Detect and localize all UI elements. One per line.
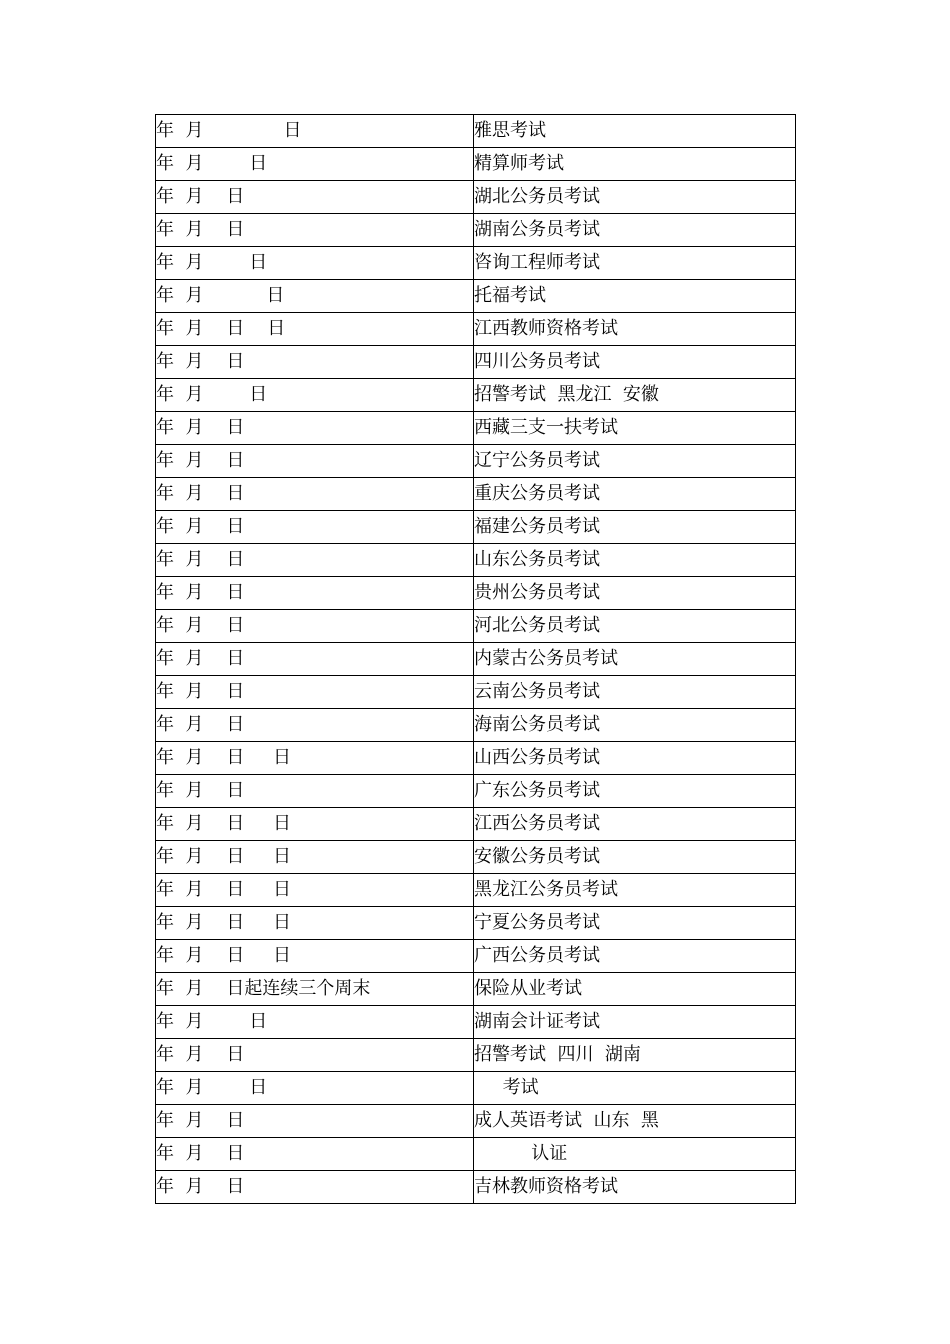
date-cell: 年 月 日 — [156, 445, 474, 478]
date-cell: 年 月 日 — [156, 577, 474, 610]
date-cell: 年 月 日起连续三个周末 — [156, 973, 474, 1006]
date-cell: 年 月 日 — [156, 214, 474, 247]
exam-cell: 湖北公务员考试 — [474, 181, 796, 214]
exam-cell: 辽宁公务员考试 — [474, 445, 796, 478]
table-row — [156, 379, 796, 412]
date-cell: 年 月 日 日 — [156, 874, 474, 907]
table-row — [156, 346, 796, 379]
date-cell: 年 月 日 — [156, 1039, 474, 1072]
exam-cell: 山东公务员考试 — [474, 544, 796, 577]
table-row — [156, 1039, 796, 1072]
table-row — [156, 808, 796, 841]
table-row — [156, 511, 796, 544]
table-row — [156, 940, 796, 973]
exam-cell: 江西公务员考试 — [474, 808, 796, 841]
table-row — [156, 445, 796, 478]
table-row — [156, 577, 796, 610]
exam-cell: 贵州公务员考试 — [474, 577, 796, 610]
date-cell: 年 月 日 — [156, 610, 474, 643]
exam-cell: 考试 — [474, 1072, 796, 1105]
exam-cell: 江西教师资格考试 — [474, 313, 796, 346]
exam-cell: 广东公务员考试 — [474, 775, 796, 808]
table-row — [156, 1171, 796, 1204]
date-cell: 年 月 日 — [156, 1138, 474, 1171]
table-row — [156, 676, 796, 709]
table-row — [156, 247, 796, 280]
exam-cell: 黑龙江公务员考试 — [474, 874, 796, 907]
table-row — [156, 148, 796, 181]
date-cell: 年 月 日 日 — [156, 841, 474, 874]
exam-cell: 湖南会计证考试 — [474, 1006, 796, 1039]
exam-cell: 精算师考试 — [474, 148, 796, 181]
exam-cell: 雅思考试 — [474, 115, 796, 148]
exam-cell: 认证 — [474, 1138, 796, 1171]
table-row — [156, 841, 796, 874]
date-cell: 年 月 日 — [156, 1105, 474, 1138]
table-row — [156, 1006, 796, 1039]
table-row — [156, 874, 796, 907]
date-cell: 年 月 日 — [156, 709, 474, 742]
date-cell: 年 月 日 — [156, 148, 474, 181]
exam-cell: 云南公务员考试 — [474, 676, 796, 709]
table-row — [156, 280, 796, 313]
exam-cell: 成人英语考试 山东 黑 — [474, 1105, 796, 1138]
table-row — [156, 742, 796, 775]
exam-cell: 重庆公务员考试 — [474, 478, 796, 511]
table-row — [156, 1072, 796, 1105]
exam-cell: 湖南公务员考试 — [474, 214, 796, 247]
table-row — [156, 478, 796, 511]
exam-cell: 吉林教师资格考试 — [474, 1171, 796, 1204]
exam-cell: 安徽公务员考试 — [474, 841, 796, 874]
date-cell: 年 月 日 日 — [156, 907, 474, 940]
table-row — [156, 973, 796, 1006]
table-row — [156, 610, 796, 643]
date-cell: 年 月 日 — [156, 478, 474, 511]
exam-cell: 广西公务员考试 — [474, 940, 796, 973]
exam-cell: 海南公务员考试 — [474, 709, 796, 742]
exam-cell: 四川公务员考试 — [474, 346, 796, 379]
exam-cell: 山西公务员考试 — [474, 742, 796, 775]
exam-cell: 宁夏公务员考试 — [474, 907, 796, 940]
table-row — [156, 775, 796, 808]
table-row — [156, 907, 796, 940]
table-row — [156, 1138, 796, 1171]
exam-cell: 招警考试 四川 湖南 — [474, 1039, 796, 1072]
schedule-body — [156, 115, 796, 1204]
exam-cell: 托福考试 — [474, 280, 796, 313]
exam-cell: 河北公务员考试 — [474, 610, 796, 643]
date-cell: 年 月 日 日 — [156, 313, 474, 346]
date-cell: 年 月 日 — [156, 1171, 474, 1204]
date-cell: 年 月 日 — [156, 379, 474, 412]
exam-cell: 招警考试 黑龙江 安徽 — [474, 379, 796, 412]
date-cell: 年 月 日 — [156, 775, 474, 808]
date-cell: 年 月 日 — [156, 280, 474, 313]
date-cell: 年 月 日 — [156, 181, 474, 214]
date-cell: 年 月 日 — [156, 115, 474, 148]
date-cell: 年 月 日 — [156, 544, 474, 577]
date-cell: 年 月 日 — [156, 412, 474, 445]
date-cell: 年 月 日 日 — [156, 940, 474, 973]
table-row — [156, 544, 796, 577]
exam-cell: 福建公务员考试 — [474, 511, 796, 544]
date-cell: 年 月 日 — [156, 643, 474, 676]
date-cell: 年 月 日 日 — [156, 742, 474, 775]
exam-cell: 咨询工程师考试 — [474, 247, 796, 280]
table-row — [156, 643, 796, 676]
date-cell: 年 月 日 — [156, 511, 474, 544]
date-cell: 年 月 日 — [156, 346, 474, 379]
exam-schedule-table — [155, 114, 796, 1204]
table-row — [156, 1105, 796, 1138]
table-row — [156, 181, 796, 214]
table-row — [156, 214, 796, 247]
exam-cell: 保险从业考试 — [474, 973, 796, 1006]
exam-cell: 内蒙古公务员考试 — [474, 643, 796, 676]
table-row — [156, 412, 796, 445]
date-cell: 年 月 日 日 — [156, 808, 474, 841]
date-cell: 年 月 日 — [156, 1072, 474, 1105]
table-row — [156, 313, 796, 346]
date-cell: 年 月 日 — [156, 676, 474, 709]
table-row — [156, 709, 796, 742]
table-row — [156, 115, 796, 148]
date-cell: 年 月 日 — [156, 247, 474, 280]
date-cell: 年 月 日 — [156, 1006, 474, 1039]
exam-cell: 西藏三支一扶考试 — [474, 412, 796, 445]
